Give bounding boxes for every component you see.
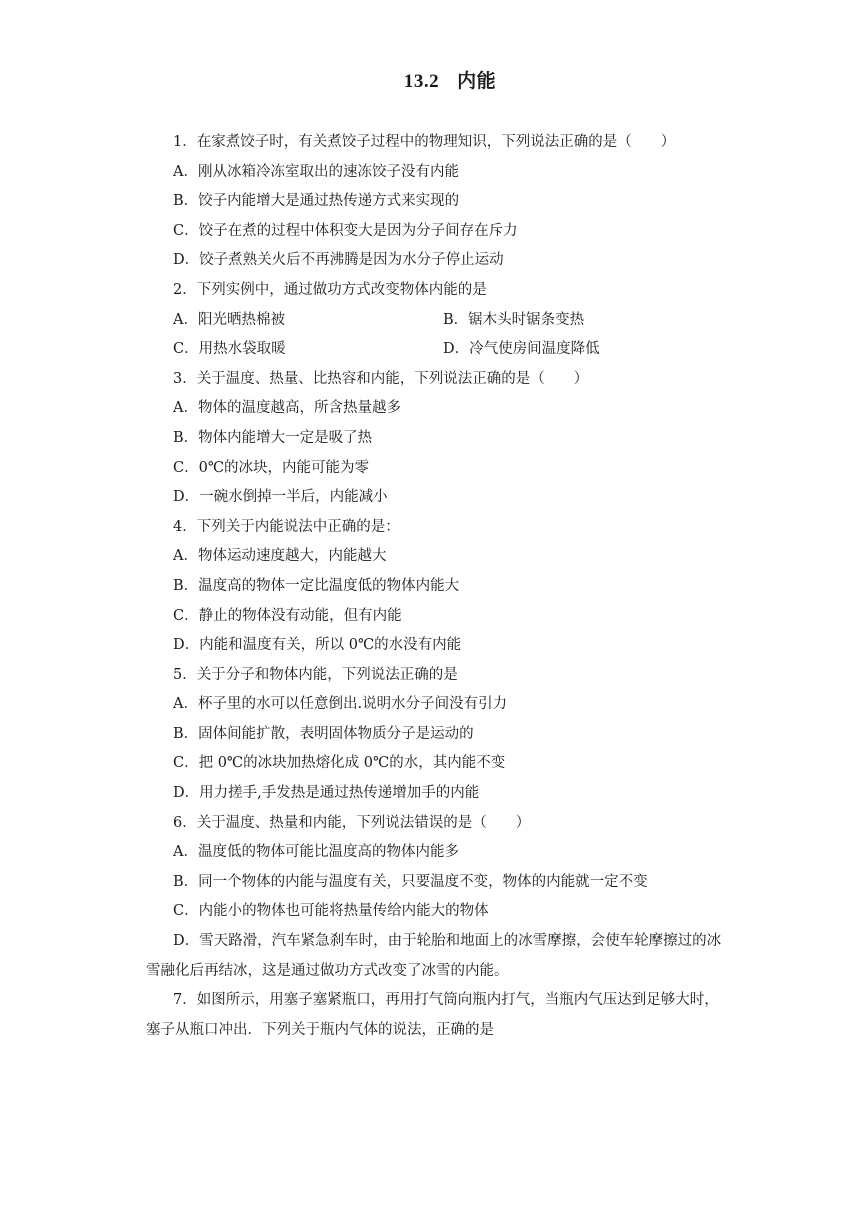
question-4-option-a: A．物体运动速度越大，内能越大	[173, 548, 387, 565]
page-title	[0, 66, 860, 93]
question-4-option-b: B．温度高的物体一定比温度低的物体内能大	[173, 577, 460, 594]
question-6-option-d: D．雪天路滑，汽车紧急刹车时，由于轮胎和地面上的冰雪摩擦，会使车轮摩擦过的冰雪融化后再结冰，这是通过做功方式改变了冰雪的内能。	[146, 933, 722, 979]
section-number: 13.2	[403, 71, 440, 92]
question-1-option-a: A．刚从冰箱冷冻室取出的速冻饺子没有内能	[173, 163, 459, 180]
question-2-options-row-1	[146, 306, 722, 336]
question-3-option-a: A．物体的温度越高，所含热量越多	[173, 400, 401, 417]
question-2-option-a: A．阳光晒热棉被	[173, 311, 285, 328]
question-6-option-a: A．温度低的物体可能比温度高的物体内能多	[173, 844, 459, 861]
question-1-option-c: C．饺子在煮的过程中体积变大是因为分子间存在斥力	[173, 222, 518, 239]
question-5-option-b: B．固体间能扩散，表明固体物质分子是运动的	[173, 725, 474, 742]
question-1-option-d: D．饺子煮熟关火后不再沸腾是因为水分子停止运动	[173, 252, 504, 269]
question-7-stem: 7．如图所示，用塞子塞紧瓶口，再用打气筒向瓶内打气，当瓶内气压达到足够大时，塞子从瓶口冲出．下列关于瓶内气体的说法，正确的是	[146, 992, 719, 1038]
question-3-option-b: B．物体内能增大一定是吸了热	[173, 429, 373, 446]
question-4-stem: 4．下列关于内能说法中正确的是：	[173, 518, 400, 535]
question-4-option-c: C．静止的物体没有动能，但有内能	[173, 607, 402, 624]
question-list	[146, 128, 722, 1045]
question-3-option-c: C．0℃的冰块，内能可能为零	[173, 459, 370, 476]
question-1-stem: 1．在家煮饺子时，有关煮饺子过程中的物理知识，下列说法正确的是（ ）	[173, 134, 676, 150]
question-2-stem: 2．下列实例中，通过做功方式改变物体内能的是	[173, 281, 487, 298]
section-title: 内能	[457, 70, 497, 92]
question-5-option-a: A．杯子里的水可以任意倒出.说明水分子间没有引力	[173, 696, 508, 713]
question-6-stem: 6．关于温度、热量和内能，下列说法错误的是（ ）	[173, 814, 531, 831]
question-2-option-b: B．锯木头时锯条变热	[443, 311, 585, 328]
question-2-option-c: C．用热水袋取暖	[173, 341, 286, 358]
question-6-option-c: C．内能小的物体也可能将热量传给内能大的物体	[173, 903, 489, 920]
question-5-option-c: C．把 0℃的冰块加热熔化成 0℃的水，其内能不变	[173, 755, 506, 772]
question-2-option-d: D．冷气使房间温度降低	[443, 341, 600, 358]
question-1-option-b: B．饺子内能增大是通过热传递方式来实现的	[173, 193, 460, 210]
question-4-option-d: D．内能和温度有关，所以 0℃的水没有内能	[173, 637, 462, 654]
question-6-option-b: B．同一个物体的内能与温度有关，只要温度不变，物体的内能就一定不变	[173, 873, 648, 890]
question-3-option-d: D．一碗水倒掉一半后，内能减小	[173, 489, 388, 506]
question-3-stem: 3．关于温度、热量、比热容和内能，下列说法正确的是（ ）	[173, 370, 589, 387]
question-5-stem: 5．关于分子和物体内能，下列说法正确的是	[173, 666, 458, 683]
question-2-options-row-2	[146, 335, 722, 365]
question-5-option-d: D．用力搓手,手发热是通过热传递增加手的内能	[173, 785, 480, 802]
